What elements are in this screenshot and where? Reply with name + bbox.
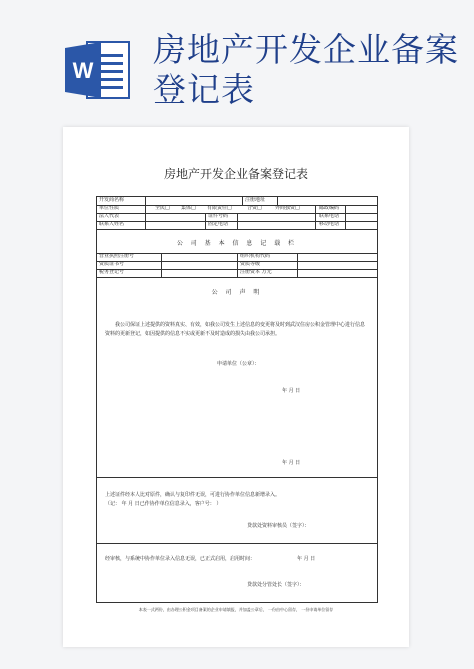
banner-header bbox=[0, 0, 474, 110]
word-document-icon bbox=[65, 40, 131, 100]
org-code-label: 组织机构代码 bbox=[240, 253, 271, 259]
basic-info-heading: 公 司 基 本 信 息 记 载 栏 bbox=[176, 240, 298, 247]
registered-address-label: 注册地址 bbox=[245, 197, 266, 203]
option-state-owned[interactable]: 全民□ bbox=[155, 205, 170, 211]
landline-label: 固定电话 bbox=[208, 221, 229, 227]
option-joint-venture[interactable]: 合资□ bbox=[247, 205, 262, 211]
contact-phone-label: 联系电话 bbox=[319, 213, 340, 219]
approval-section bbox=[97, 543, 377, 602]
loan-reviewer-signature: 贷款处资料审核员（签字）： bbox=[247, 523, 310, 529]
form-title: 房地产开发企业备案登记表 bbox=[163, 167, 308, 181]
statement-date: 年 月 日 bbox=[282, 388, 301, 394]
applicant-unit-seal: 申请单位（公章）： bbox=[217, 361, 260, 367]
qualification-cert-label: 资质证书号 bbox=[99, 261, 125, 267]
statement-section bbox=[97, 277, 377, 478]
statement-heading: 公 司 声 明 bbox=[211, 289, 263, 296]
word-logo-letter: W bbox=[72, 58, 94, 83]
option-limited-liability[interactable]: 有限责任□ bbox=[207, 205, 232, 211]
page-title: 房地产开发企业备案登记表 bbox=[153, 30, 459, 109]
loan-director-signature: 贷款处分管处长（签字）： bbox=[247, 582, 305, 588]
statement-text: 我公司保证上述提供的资料真实、有效，如我公司发生上述信息的变更将及时到武汉住房公积金管理中心进行信息资料的更新登记，如因提供的信息不实或更新不及时造成的损失由我公司承担。 bbox=[105, 322, 366, 337]
section-row bbox=[97, 229, 377, 254]
registration-form-table bbox=[96, 196, 378, 603]
developer-name-label: 开发商名称 bbox=[99, 197, 125, 203]
verification-section bbox=[97, 460, 377, 544]
legal-rep-label: 法人代表 bbox=[99, 213, 120, 219]
document-page bbox=[63, 127, 409, 647]
mobile-label: 移动电话 bbox=[319, 221, 340, 227]
verification-date: 年 月 日 bbox=[282, 460, 301, 466]
id-number-label: 证件号码 bbox=[208, 213, 229, 219]
verification-text: 上述证件经本人比对原件，确认与复印件无误，可进行协作单位信息新增录入。 bbox=[105, 492, 281, 498]
tax-registration-label: 税务登记号 bbox=[99, 269, 125, 275]
unit-nature-label: 单位性质 bbox=[99, 205, 120, 211]
approval-date: 年 月 日 bbox=[297, 556, 316, 562]
registered-capital-label: 注册资本 万元 bbox=[240, 269, 272, 275]
entry-record-text: （记： 年 月 日已作协作单位信息录入，客户号： ） bbox=[105, 501, 222, 507]
approval-text: 经审核，与系统中协作单位录入信息无误，已正式启用，启用时间： bbox=[105, 556, 256, 562]
business-license-label: 营业执照注册号 bbox=[99, 253, 135, 259]
footnote: 本表一式两份，由办理公积金项目备案的企业申请填报，并加盖公章后， 一份由中心留存， 一份申请单位留存 bbox=[138, 607, 334, 612]
option-collective[interactable]: 集体□ bbox=[181, 205, 196, 211]
option-foreign-owned[interactable]: 外商独资□ bbox=[275, 205, 300, 211]
qualification-level-label: 资质等级 bbox=[240, 261, 261, 267]
contact-name-label: 联系人姓名 bbox=[99, 221, 125, 227]
postcode-label: 邮政编码 bbox=[319, 205, 340, 211]
